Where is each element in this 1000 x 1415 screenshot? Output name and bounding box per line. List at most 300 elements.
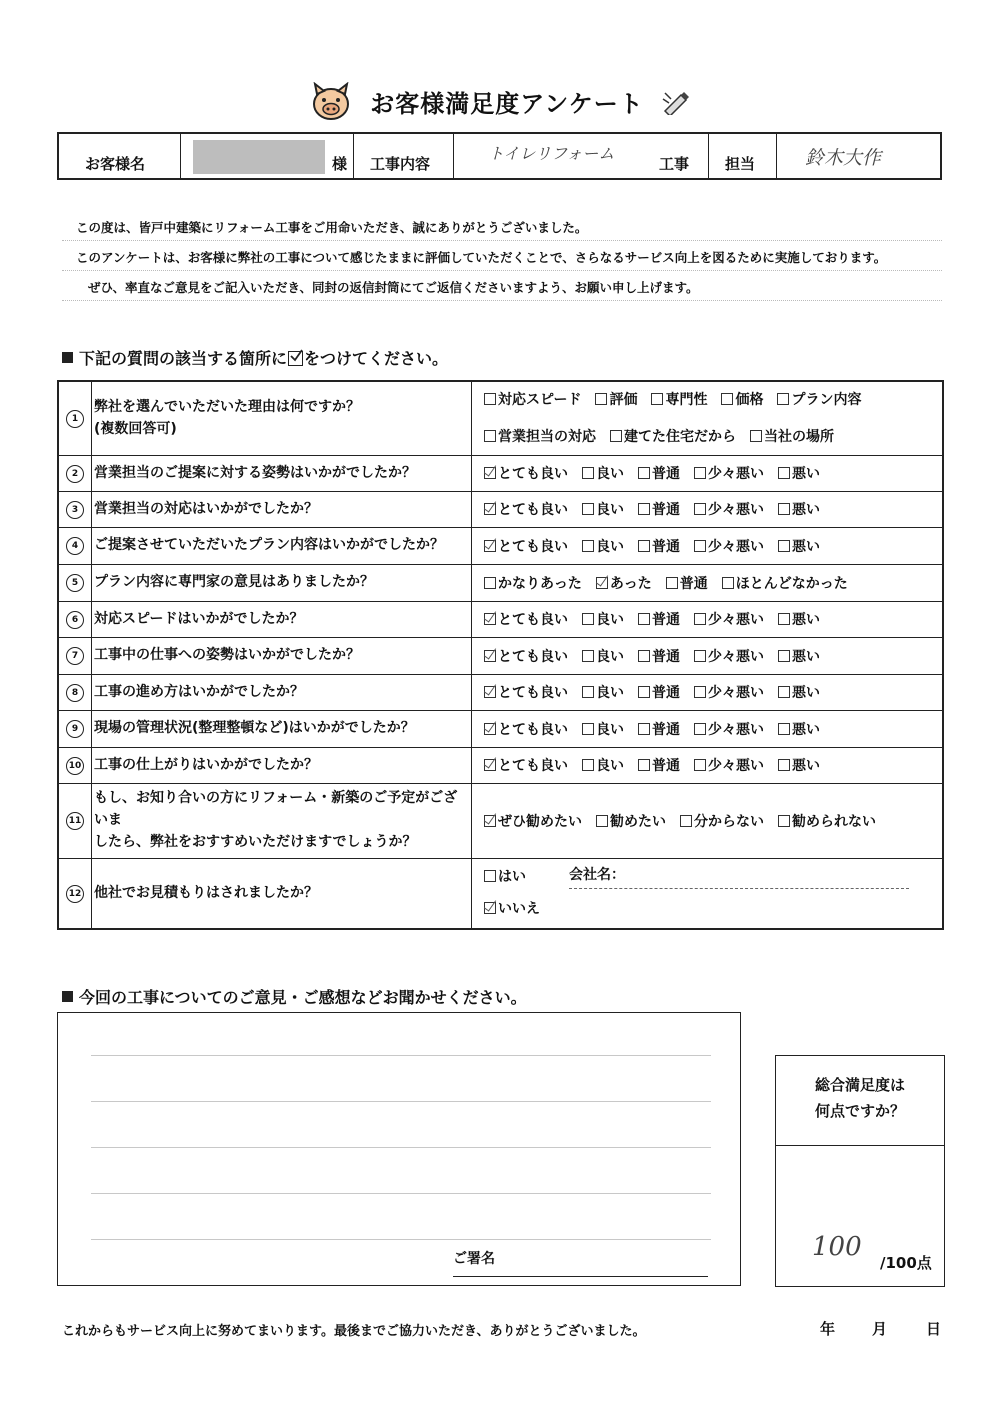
answer-option-line xyxy=(484,426,848,446)
answer-option-label: 普通 xyxy=(652,758,680,774)
answer-option[interactable] xyxy=(694,685,764,701)
question-number-cell xyxy=(59,784,92,858)
checked-checkbox-icon[interactable] xyxy=(484,723,496,735)
answer-option-line xyxy=(484,898,554,918)
answer-options-cell xyxy=(472,382,942,455)
customer-name-label-cell xyxy=(59,134,181,178)
answer-option[interactable] xyxy=(582,649,624,665)
answer-option-label: とても良い xyxy=(498,502,568,518)
checkbox-icon[interactable] xyxy=(778,650,790,662)
question-text-cell xyxy=(92,675,472,710)
answer-option-label: 普通 xyxy=(652,648,680,665)
checkbox-icon[interactable] xyxy=(610,430,622,442)
intro-divider xyxy=(62,300,942,301)
answer-option[interactable] xyxy=(596,814,666,830)
answer-option-label: 悪い xyxy=(792,612,820,628)
work-content-label: 工事内容 xyxy=(370,155,431,173)
question-number: 5 xyxy=(66,574,84,592)
intro-divider xyxy=(62,270,942,271)
question-row xyxy=(59,675,942,711)
question-text: 弊社を選んでいただいた理由は何ですか？ xyxy=(94,398,360,415)
checkbox-icon[interactable] xyxy=(596,815,608,827)
answer-option[interactable] xyxy=(582,612,624,628)
comment-line xyxy=(91,1101,711,1102)
staff-label: 担当 xyxy=(725,155,756,173)
checkbox-icon[interactable] xyxy=(638,723,650,735)
checkbox-icon[interactable] xyxy=(778,613,790,625)
heading-bullet-icon xyxy=(62,991,73,1002)
question-text-cell xyxy=(92,456,472,491)
checkbox-icon[interactable] xyxy=(721,393,733,405)
date-day-label: 日 xyxy=(926,1320,942,1338)
question-row xyxy=(59,602,942,638)
question-number: 11 xyxy=(66,812,84,830)
customer-name-label: お客様名 xyxy=(85,155,146,173)
question-row xyxy=(59,382,942,456)
question-row xyxy=(59,456,942,492)
checkbox-icon[interactable] xyxy=(638,467,650,479)
answer-option[interactable] xyxy=(778,814,876,830)
checkbox-icon[interactable] xyxy=(484,577,496,589)
checkbox-icon[interactable] xyxy=(582,467,594,479)
answer-option-label: 悪い xyxy=(792,721,820,738)
answer-option[interactable] xyxy=(778,466,820,482)
checked-checkbox-icon[interactable] xyxy=(484,902,496,914)
answer-option-label: 勧めたい xyxy=(610,813,666,830)
question-text-cell xyxy=(92,602,472,637)
checkbox-icon[interactable] xyxy=(582,723,594,735)
answer-option[interactable] xyxy=(582,502,624,518)
question-number: 9 xyxy=(66,720,84,738)
question-number-cell xyxy=(59,748,92,783)
answer-option[interactable] xyxy=(582,685,624,701)
question-text-cell xyxy=(92,638,472,674)
comment-line xyxy=(91,1147,711,1148)
comment-line xyxy=(91,1055,711,1056)
checkbox-icon[interactable] xyxy=(778,686,790,698)
answer-option-label: とても良い xyxy=(498,538,568,555)
answer-option-label: とても良い xyxy=(498,758,568,774)
answer-option[interactable] xyxy=(778,722,820,738)
answer-option-label: 良い xyxy=(596,466,624,482)
checkbox-icon[interactable] xyxy=(582,613,594,625)
answer-option-label: 悪い xyxy=(792,502,820,518)
question-row xyxy=(59,711,942,748)
checkbox-icon[interactable] xyxy=(750,430,762,442)
checkbox-icon[interactable] xyxy=(694,503,706,515)
answer-option[interactable] xyxy=(484,869,526,885)
answer-option-label: かなりあった xyxy=(498,575,582,592)
answer-option-label: 評価 xyxy=(609,392,638,408)
staff-value-cell xyxy=(777,134,940,178)
question-number: 8 xyxy=(66,684,84,702)
answer-option[interactable] xyxy=(694,649,764,665)
answer-option-label: ほとんどなかった xyxy=(735,575,848,592)
question-number-cell xyxy=(59,859,92,928)
answer-option-label: 普通 xyxy=(679,575,708,592)
staff-label-cell xyxy=(709,134,777,178)
answer-options-cell xyxy=(472,675,942,710)
question-text-cell xyxy=(92,528,472,564)
checkbox-icon[interactable] xyxy=(694,467,706,479)
answer-option[interactable] xyxy=(778,685,820,701)
answer-option[interactable] xyxy=(595,392,637,408)
survey-title-row xyxy=(0,82,1000,128)
date-month-label: 月 xyxy=(872,1320,888,1338)
intro-divider xyxy=(62,240,942,241)
checkbox-icon[interactable] xyxy=(638,540,650,552)
answer-option[interactable] xyxy=(778,612,820,628)
answer-option-label: 良い xyxy=(596,538,624,555)
answer-option[interactable] xyxy=(694,612,764,628)
answer-option[interactable] xyxy=(484,392,581,408)
work-suffix-label: 工事 xyxy=(659,155,690,173)
answer-option[interactable] xyxy=(778,758,820,774)
answer-option-label: 少々悪い xyxy=(708,648,764,665)
answer-option[interactable] xyxy=(484,758,568,774)
answer-option-label: 少々悪い xyxy=(708,758,764,774)
question-number-cell xyxy=(59,675,92,710)
checkbox-icon[interactable] xyxy=(484,430,496,442)
checkbox-icon[interactable] xyxy=(694,650,706,662)
answer-option[interactable] xyxy=(638,502,680,518)
answer-option-label: 少々悪い xyxy=(708,538,764,555)
answer-option-label: 当社の場所 xyxy=(764,429,834,445)
answer-option-label: 少々悪い xyxy=(708,466,764,482)
answer-option-line xyxy=(484,609,834,629)
staff-value: 鈴木大作 xyxy=(805,147,882,169)
answer-option-label: 悪い xyxy=(792,538,820,555)
score-question xyxy=(776,1056,944,1146)
checkbox-icon[interactable] xyxy=(694,686,706,698)
question-row xyxy=(59,859,942,928)
answer-option-label: 普通 xyxy=(652,538,680,555)
checked-checkbox-icon[interactable] xyxy=(596,577,608,589)
comments-heading xyxy=(62,985,527,1008)
checked-checkbox-icon[interactable] xyxy=(484,613,496,625)
work-label-cell xyxy=(354,134,454,178)
answer-option[interactable] xyxy=(666,576,708,592)
answer-option[interactable] xyxy=(778,502,820,518)
answer-options-cell xyxy=(472,859,942,928)
answer-option[interactable] xyxy=(638,649,680,665)
answer-option[interactable] xyxy=(777,392,861,408)
redacted-name-block xyxy=(193,140,325,174)
comment-line xyxy=(91,1193,711,1194)
survey-title: お客様満足度アンケート xyxy=(370,90,644,118)
answer-option-label: 普通 xyxy=(652,721,680,738)
answer-option[interactable] xyxy=(638,685,680,701)
answer-option-label: いいえ xyxy=(498,901,540,917)
answer-option[interactable] xyxy=(484,612,568,628)
answer-options-cell xyxy=(472,784,942,858)
score-question-line2: 何点ですか？ xyxy=(814,1102,905,1121)
question-text: プラン内容に専門家の意見はありましたか？ xyxy=(94,574,374,591)
checked-checkbox-icon[interactable] xyxy=(484,467,496,479)
company-name-field[interactable] xyxy=(569,888,909,889)
answer-option[interactable] xyxy=(722,576,848,592)
signature-label: ご署名 xyxy=(453,1251,495,1267)
comments-box[interactable] xyxy=(57,1012,741,1286)
answer-option-label: 良い xyxy=(596,758,624,774)
checkbox-icon[interactable] xyxy=(778,503,790,515)
answer-option-label: 悪い xyxy=(792,648,820,665)
answer-option-label: 対応スピード xyxy=(498,392,582,408)
answer-option-label: とても良い xyxy=(498,648,568,665)
answer-option[interactable] xyxy=(638,758,680,774)
answer-option[interactable] xyxy=(638,539,680,555)
answer-option-label: あった xyxy=(609,575,652,592)
answer-option-line xyxy=(484,682,834,702)
question-text-cell xyxy=(92,784,472,858)
checkbox-icon[interactable] xyxy=(778,540,790,552)
pencil-icon xyxy=(661,89,691,121)
question-number-cell xyxy=(59,602,92,637)
answer-option-label: 良い xyxy=(596,612,624,628)
answer-option-label: プラン内容 xyxy=(791,392,862,408)
checkbox-icon[interactable] xyxy=(778,723,790,735)
question-text-cell xyxy=(92,492,472,527)
question-number-cell xyxy=(59,528,92,564)
footer-message: これからもサービス向上に努めてまいります。最後までご協力いただき、ありがとうございました。 xyxy=(62,1324,646,1339)
answer-options-cell xyxy=(472,602,942,637)
comment-line xyxy=(91,1239,711,1240)
checkbox-icon[interactable] xyxy=(694,613,706,625)
checkbox-icon[interactable] xyxy=(680,815,692,827)
question-number-cell xyxy=(59,711,92,747)
question-text: もし、お知り合いの方にリフォーム・新築のご予定がございま xyxy=(94,790,458,829)
answer-option-line xyxy=(484,755,834,775)
question-text: ご提案させていただいたプラン内容はいかがでしたか？ xyxy=(94,537,444,554)
answer-options-cell xyxy=(472,492,942,527)
question-text: 工事中の仕事への姿勢はいかがでしたか？ xyxy=(94,647,360,664)
answer-option-label: とても良い xyxy=(498,721,568,738)
question-number-cell xyxy=(59,638,92,674)
checkbox-icon[interactable] xyxy=(778,815,790,827)
checkbox-icon[interactable] xyxy=(595,393,607,405)
question-number: 2 xyxy=(66,465,84,483)
question-text-cell xyxy=(92,748,472,783)
answer-option-label: とても良い xyxy=(498,466,568,482)
answer-option-label: 専門性 xyxy=(665,392,708,408)
answer-option-label: 少々悪い xyxy=(708,721,764,738)
answer-option-line xyxy=(484,866,540,886)
checkbox-icon[interactable] xyxy=(722,577,734,589)
signature-line[interactable] xyxy=(453,1276,708,1277)
answer-options-cell xyxy=(472,565,942,601)
answer-option-label: 良い xyxy=(596,685,624,701)
question-number-cell xyxy=(59,456,92,491)
question-number: 3 xyxy=(66,501,84,519)
checked-checkbox-icon[interactable] xyxy=(484,540,496,552)
checkbox-icon[interactable] xyxy=(694,540,706,552)
checkbox-icon[interactable] xyxy=(694,723,706,735)
customer-info-table xyxy=(57,132,942,180)
intro-line-1: この度は、皆戸中建築にリフォーム工事をご用命いただき、誠にありがとうございました。 xyxy=(76,220,588,235)
question-number-cell xyxy=(59,565,92,601)
answer-option[interactable] xyxy=(484,649,568,665)
checkmark-box-icon xyxy=(288,351,303,366)
answer-option[interactable] xyxy=(484,576,582,592)
answer-option[interactable] xyxy=(610,429,736,445)
question-row xyxy=(59,565,942,602)
answer-option-label: 建てた住宅だから xyxy=(624,429,736,445)
answer-option[interactable] xyxy=(638,466,680,482)
answer-option-label: 普通 xyxy=(652,685,680,701)
answer-options-cell xyxy=(472,711,942,747)
question-number: 1 xyxy=(66,410,84,428)
answer-options-cell xyxy=(472,456,942,491)
checked-checkbox-icon[interactable] xyxy=(484,650,496,662)
answer-option[interactable] xyxy=(680,814,764,830)
answer-option[interactable] xyxy=(582,539,624,555)
question-number-cell xyxy=(59,382,92,455)
answer-option-label: 悪い xyxy=(792,758,820,774)
answer-option-line xyxy=(484,719,834,739)
answer-options-cell xyxy=(472,638,942,674)
checked-checkbox-icon[interactable] xyxy=(484,815,496,827)
checkbox-icon[interactable] xyxy=(638,650,650,662)
checkbox-icon[interactable] xyxy=(582,650,594,662)
answer-option-label: 普通 xyxy=(652,502,680,518)
checkbox-icon[interactable] xyxy=(484,393,496,405)
checkbox-icon[interactable] xyxy=(778,467,790,479)
checkbox-icon[interactable] xyxy=(638,759,650,771)
checkbox-icon[interactable] xyxy=(582,503,594,515)
instruction-heading xyxy=(62,346,448,369)
question-text: 対応スピードはいかがでしたか？ xyxy=(94,610,304,627)
checked-checkbox-icon[interactable] xyxy=(484,503,496,515)
answer-option[interactable] xyxy=(778,539,820,555)
instruction-text-before: 下記の質問の該当する箇所に xyxy=(79,349,288,368)
answer-option-line xyxy=(484,499,834,519)
answer-option[interactable] xyxy=(694,502,764,518)
checkbox-icon[interactable] xyxy=(582,540,594,552)
answer-option[interactable] xyxy=(484,502,568,518)
answer-option[interactable] xyxy=(638,612,680,628)
work-content-value: トイレリフォーム xyxy=(488,144,615,163)
answer-option[interactable] xyxy=(484,685,568,701)
question-number: 10 xyxy=(66,757,84,775)
answer-option[interactable] xyxy=(721,392,763,408)
question-text-cell xyxy=(92,565,472,601)
answer-option-label: 良い xyxy=(596,502,624,518)
answer-option-label: 分からない xyxy=(694,813,764,830)
answer-option[interactable] xyxy=(750,429,834,445)
question-number-cell xyxy=(59,492,92,527)
question-number: 7 xyxy=(66,647,84,665)
answer-option-label: 悪い xyxy=(792,466,820,482)
score-question-line1: 総合満足度は xyxy=(814,1076,905,1094)
checkbox-icon[interactable] xyxy=(694,759,706,771)
checkbox-icon[interactable] xyxy=(582,759,594,771)
question-table xyxy=(57,380,944,930)
question-text: (複数回答可) xyxy=(94,420,177,437)
answer-option[interactable] xyxy=(638,722,680,738)
answer-option-label: 少々悪い xyxy=(708,685,764,701)
question-text: 他社でお見積もりはされましたか？ xyxy=(94,884,318,901)
answer-option[interactable] xyxy=(778,649,820,665)
checkbox-icon[interactable] xyxy=(638,613,650,625)
answer-option-line xyxy=(484,811,890,831)
intro-line-3: ぜひ、率直なご意見をご記入いただき、同封の返信封筒にてご返信くださいますよう、お願い申し上げます。 xyxy=(88,280,699,295)
answer-option[interactable] xyxy=(582,466,624,482)
question-number: 12 xyxy=(66,885,84,903)
question-text-cell xyxy=(92,711,472,747)
checkbox-icon[interactable] xyxy=(778,759,790,771)
answer-option[interactable] xyxy=(694,758,764,774)
answer-option-line xyxy=(484,536,834,556)
question-row xyxy=(59,784,942,859)
checked-checkbox-icon[interactable] xyxy=(484,686,496,698)
answer-option-line xyxy=(484,463,834,483)
answer-option-label: 良い xyxy=(596,648,624,665)
checked-checkbox-icon[interactable] xyxy=(484,759,496,771)
answer-option[interactable] xyxy=(694,539,764,555)
question-number: 6 xyxy=(66,611,84,629)
company-name-label: 会社名： xyxy=(569,867,625,883)
answer-option[interactable] xyxy=(582,722,624,738)
answer-option[interactable] xyxy=(484,539,568,555)
question-text: 工事の進め方はいかがでしたか？ xyxy=(94,683,304,700)
checkbox-icon[interactable] xyxy=(638,686,650,698)
answer-option[interactable] xyxy=(596,576,652,592)
answer-option[interactable] xyxy=(651,392,707,408)
answer-option-line xyxy=(484,389,875,409)
answer-option[interactable] xyxy=(694,722,764,738)
question-row xyxy=(59,748,942,784)
question-row xyxy=(59,528,942,565)
heading-bullet-icon xyxy=(62,352,73,363)
checkbox-icon[interactable] xyxy=(777,393,789,405)
answer-option-label: 価格 xyxy=(735,392,764,408)
honorific-label: 様 xyxy=(332,155,348,173)
answer-option[interactable] xyxy=(484,814,582,830)
answer-options-cell xyxy=(472,528,942,564)
answer-option-label: ぜひ勧めたい xyxy=(498,813,582,830)
question-row xyxy=(59,492,942,528)
checkbox-icon[interactable] xyxy=(484,870,496,882)
score-value[interactable]: 100 xyxy=(812,1232,862,1262)
answer-option-line xyxy=(484,573,862,593)
checkbox-icon[interactable] xyxy=(582,686,594,698)
answer-option-line xyxy=(484,646,834,666)
answer-option-label: とても良い xyxy=(498,612,568,628)
checkbox-icon[interactable] xyxy=(638,503,650,515)
pig-mascot-icon xyxy=(309,82,353,128)
work-content-cell xyxy=(454,134,709,178)
checkbox-icon[interactable] xyxy=(666,577,678,589)
answer-option[interactable] xyxy=(484,466,568,482)
intro-line-2: このアンケートは、お客様に弊社の工事について感じたままに評価していただくことで、さらなるサービス向上を図るために実施しております。 xyxy=(76,250,887,265)
answer-option[interactable] xyxy=(484,722,568,738)
answer-option[interactable] xyxy=(484,429,596,445)
answer-option[interactable] xyxy=(582,758,624,774)
question-text: 現場の管理状況(整理整頓など)はいかがでしたか？ xyxy=(94,720,415,737)
checkbox-icon[interactable] xyxy=(651,393,663,405)
answer-option-label: 悪い xyxy=(792,685,820,701)
question-text: 営業担当のご提案に対する姿勢はいかがでしたか？ xyxy=(94,464,416,481)
answer-option-label: 少々悪い xyxy=(708,502,764,518)
question-text-cell xyxy=(92,859,472,928)
question-number: 4 xyxy=(66,537,84,555)
question-text-cell xyxy=(92,382,472,455)
answer-option[interactable] xyxy=(484,901,540,917)
answer-option-label: とても良い xyxy=(498,685,568,701)
answer-option[interactable] xyxy=(694,466,764,482)
date-year-label: 年 xyxy=(820,1320,836,1338)
answer-option-label: はい xyxy=(498,869,526,885)
